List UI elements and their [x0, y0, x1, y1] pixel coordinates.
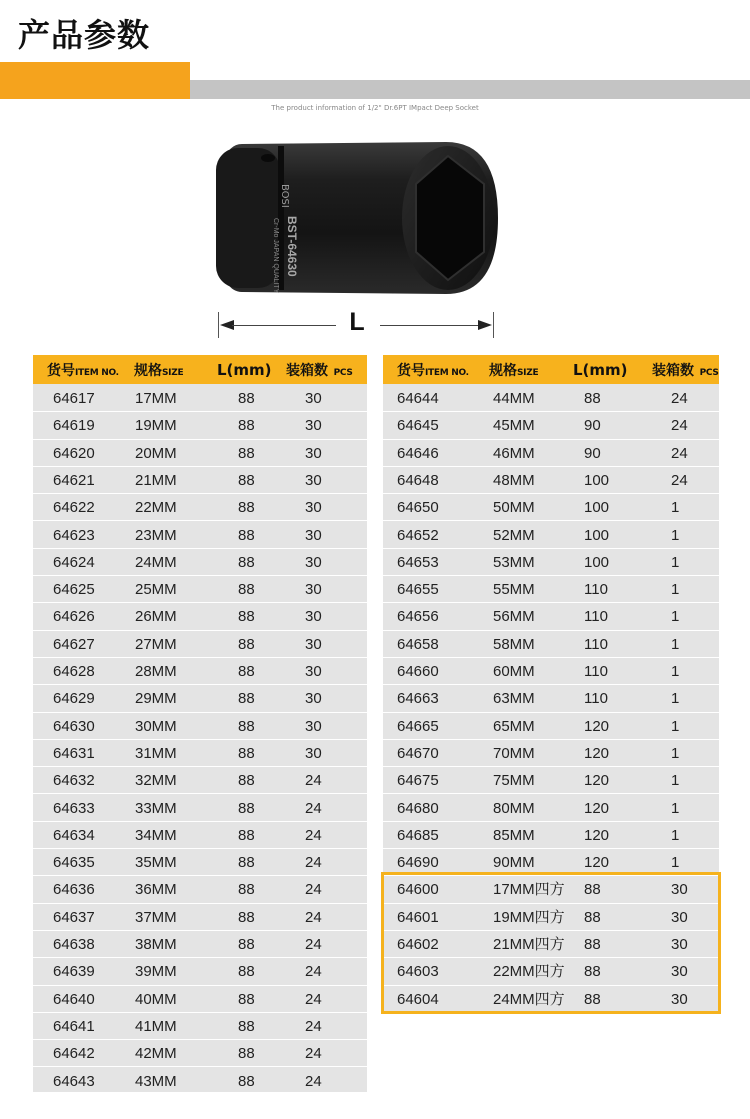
size-cell: 35MM [135, 854, 177, 872]
pcs-cell: 24 [305, 799, 322, 817]
header-size: 规格SIZE [134, 363, 184, 379]
pcs-cell: 1 [671, 553, 680, 571]
table-row [383, 767, 719, 794]
length-cell: 88 [238, 663, 255, 680]
table-row [33, 958, 367, 985]
table-row [383, 549, 719, 576]
size-cell: 28MM [135, 663, 177, 680]
size-cell: 21MM [135, 471, 177, 489]
table-row [33, 822, 367, 849]
table-row [33, 931, 367, 958]
item-cell: 64640 [53, 990, 95, 1008]
pcs-cell: 1 [671, 717, 680, 735]
item-cell: 64620 [53, 444, 95, 462]
size-cell: 85MM [493, 826, 535, 844]
item-cell: 64656 [397, 608, 439, 626]
size-cell: 48MM [493, 471, 535, 489]
header-size: 规格SIZE [489, 363, 539, 379]
item-cell: 64637 [53, 908, 95, 926]
item-cell: 64645 [397, 417, 439, 435]
table-row [33, 1068, 367, 1095]
brand-mark: BOSI [279, 184, 290, 208]
pcs-cell: 24 [671, 471, 688, 489]
length-dimension [218, 308, 494, 342]
length-cell: 88 [584, 908, 601, 926]
pcs-cell: 30 [671, 990, 688, 1008]
table-row [383, 412, 719, 439]
pcs-cell: 30 [305, 744, 322, 762]
pcs-cell: 1 [671, 663, 680, 680]
length-cell: 110 [584, 635, 608, 653]
header-item: 货号ITEM NO. [47, 363, 119, 379]
table-row [33, 1013, 367, 1040]
size-cell: 32MM [135, 772, 177, 790]
size-cell: 25MM [135, 581, 177, 599]
length-cell: 120 [584, 854, 610, 872]
length-cell: 88 [238, 553, 255, 571]
table-row [33, 713, 367, 740]
length-cell: 88 [238, 990, 255, 1008]
length-cell: 100 [584, 553, 610, 571]
model-engraving: BST-64630 [285, 216, 299, 277]
pcs-cell: 30 [305, 717, 322, 735]
item-cell: 64631 [53, 744, 95, 762]
table-row [383, 822, 719, 849]
table-row [33, 440, 367, 467]
item-cell: 64641 [53, 1017, 95, 1035]
table-row [383, 795, 719, 822]
size-cell: 30MM [135, 717, 177, 735]
length-cell: 88 [238, 417, 255, 435]
size-cell: 42MM [135, 1045, 177, 1063]
item-cell: 64680 [397, 799, 439, 817]
item-cell: 64600 [397, 881, 439, 899]
table-row [33, 876, 367, 903]
page-subtitle: The product information of 1/2" Dr.6PT IMpact Deep Socket [271, 104, 479, 112]
size-cell: 38MM [135, 936, 177, 953]
table-row [33, 795, 367, 822]
pcs-cell: 30 [305, 417, 322, 435]
size-cell: 63MM [493, 690, 535, 708]
length-cell: 88 [584, 881, 601, 899]
size-cell: 52MM [493, 526, 535, 544]
item-cell: 64646 [397, 444, 439, 462]
pcs-cell: 24 [305, 1045, 322, 1063]
table-row [383, 467, 719, 494]
item-cell: 64626 [53, 608, 95, 626]
item-cell: 64675 [397, 772, 439, 790]
size-cell: 90MM [493, 854, 535, 872]
length-cell: 88 [238, 1045, 255, 1063]
size-cell: 19MM四方 [493, 908, 565, 926]
length-cell: 88 [238, 772, 255, 790]
length-cell: 110 [584, 663, 608, 680]
size-cell: 53MM [493, 553, 535, 571]
pcs-cell: 30 [305, 690, 322, 708]
pcs-cell: 1 [671, 608, 680, 626]
table-header [33, 355, 367, 384]
pcs-cell: 1 [671, 690, 680, 708]
length-cell: 88 [238, 744, 255, 762]
length-cell: 88 [238, 635, 255, 653]
item-cell: 64639 [53, 963, 95, 981]
pcs-cell: 24 [305, 908, 322, 926]
table-row [33, 1040, 367, 1067]
item-cell: 64634 [53, 826, 95, 844]
square-drive-highlight [381, 872, 721, 1014]
pcs-cell: 24 [305, 1072, 322, 1090]
header-pcs: 装箱数 PCS [652, 363, 719, 379]
pcs-cell: 24 [671, 444, 688, 462]
size-cell: 31MM [135, 744, 177, 762]
pcs-cell: 1 [671, 772, 680, 790]
size-cell: 17MM [135, 390, 177, 407]
item-cell: 64623 [53, 526, 95, 544]
size-cell: 21MM四方 [493, 936, 565, 953]
table-row [33, 685, 367, 712]
length-cell: 88 [584, 963, 601, 981]
item-cell: 64625 [53, 581, 95, 599]
item-cell: 64653 [397, 553, 439, 571]
accent-bar [0, 62, 190, 99]
item-cell: 64636 [53, 881, 95, 899]
table-row [33, 904, 367, 931]
pcs-cell: 24 [305, 772, 322, 790]
size-cell: 70MM [493, 744, 535, 762]
header-pcs: 装箱数 PCS [286, 363, 353, 379]
pcs-cell: 30 [305, 663, 322, 680]
item-cell: 64663 [397, 690, 439, 708]
size-cell: 36MM [135, 881, 177, 899]
pcs-cell: 1 [671, 826, 680, 844]
item-cell: 64627 [53, 635, 95, 653]
pcs-cell: 24 [671, 390, 688, 407]
pcs-cell: 24 [305, 826, 322, 844]
header-item: 货号ITEM NO. [397, 363, 469, 379]
item-cell: 64602 [397, 936, 439, 953]
length-cell: 88 [238, 1072, 255, 1090]
table-row [383, 522, 719, 549]
length-cell: 120 [584, 799, 610, 817]
table-row [33, 522, 367, 549]
length-cell: 88 [238, 690, 255, 708]
item-cell: 64632 [53, 772, 95, 790]
table-row [383, 685, 719, 712]
size-cell: 22MM四方 [493, 963, 565, 981]
pcs-cell: 24 [305, 963, 322, 981]
size-cell: 39MM [135, 963, 177, 981]
pcs-cell: 30 [671, 881, 688, 899]
length-cell: 110 [584, 690, 608, 708]
pcs-cell: 24 [305, 990, 322, 1008]
size-cell: 26MM [135, 608, 177, 626]
length-cell: 100 [584, 499, 610, 517]
item-cell: 64690 [397, 854, 439, 872]
item-cell: 64603 [397, 963, 439, 981]
table-row [33, 740, 367, 767]
length-cell: 88 [238, 499, 255, 517]
table-row [383, 658, 719, 685]
pcs-cell: 1 [671, 635, 680, 653]
header-length: L(mm) [217, 361, 272, 379]
page-title: 产品参数 [18, 16, 151, 54]
size-cell: 19MM [135, 417, 177, 435]
pcs-cell: 24 [671, 417, 688, 435]
table-row [33, 385, 367, 412]
size-cell: 20MM [135, 444, 177, 462]
length-cell: 88 [238, 1017, 255, 1035]
item-cell: 64638 [53, 936, 95, 953]
pcs-cell: 1 [671, 854, 680, 872]
item-cell: 64670 [397, 744, 439, 762]
item-cell: 64648 [397, 471, 439, 489]
gray-bar [190, 80, 750, 99]
socket-product-image [216, 138, 498, 298]
item-cell: 64624 [53, 553, 95, 571]
table-row [33, 603, 367, 630]
pcs-cell: 24 [305, 936, 322, 953]
length-cell: 88 [238, 717, 255, 735]
table-row [33, 467, 367, 494]
size-cell: 40MM [135, 990, 177, 1008]
table-row [383, 631, 719, 658]
item-cell: 64617 [53, 390, 95, 407]
size-cell: 50MM [493, 499, 535, 517]
length-cell: 88 [238, 963, 255, 981]
size-cell: 44MM [493, 390, 535, 407]
pcs-cell: 30 [305, 635, 322, 653]
length-cell: 88 [238, 444, 255, 462]
length-cell: 120 [584, 772, 610, 790]
table-row [383, 576, 719, 603]
size-cell: 75MM [493, 772, 535, 790]
size-cell: 29MM [135, 690, 177, 708]
size-cell: 24MM四方 [493, 990, 565, 1008]
item-cell: 64643 [53, 1072, 95, 1090]
size-cell: 24MM [135, 553, 177, 571]
table-row [383, 494, 719, 521]
size-cell: 23MM [135, 526, 177, 544]
size-cell: 56MM [493, 608, 535, 626]
length-cell: 88 [584, 990, 601, 1008]
size-cell: 45MM [493, 417, 535, 435]
length-cell: 88 [584, 390, 601, 407]
length-cell: 88 [238, 390, 255, 407]
length-cell: 88 [238, 854, 255, 872]
length-cell: 90 [584, 417, 601, 435]
size-cell: 65MM [493, 717, 535, 735]
item-cell: 64650 [397, 499, 439, 517]
table-row [383, 713, 719, 740]
item-cell: 64621 [53, 471, 95, 489]
table-row [33, 549, 367, 576]
item-cell: 64622 [53, 499, 95, 517]
item-cell: 64630 [53, 717, 95, 735]
length-cell: 88 [238, 936, 255, 953]
size-cell: 46MM [493, 444, 535, 462]
pcs-cell: 30 [305, 499, 322, 517]
pcs-cell: 30 [671, 908, 688, 926]
size-cell: 41MM [135, 1017, 177, 1035]
table-row [33, 631, 367, 658]
pcs-cell: 30 [671, 936, 688, 953]
item-cell: 64629 [53, 690, 95, 708]
length-cell: 88 [584, 936, 601, 953]
size-cell: 33MM [135, 799, 177, 817]
table-row [33, 658, 367, 685]
item-cell: 64633 [53, 799, 95, 817]
length-cell: 88 [238, 608, 255, 626]
table-row [383, 440, 719, 467]
item-cell: 64604 [397, 990, 439, 1008]
table-row [33, 412, 367, 439]
length-cell: 120 [584, 826, 610, 844]
pcs-cell: 1 [671, 744, 680, 762]
pcs-cell: 1 [671, 499, 680, 517]
length-cell: 100 [584, 526, 610, 544]
length-cell: 90 [584, 444, 601, 462]
table-row [33, 576, 367, 603]
item-cell: 64658 [397, 635, 439, 653]
pcs-cell: 1 [671, 581, 680, 599]
size-cell: 17MM四方 [493, 881, 565, 899]
item-cell: 64644 [397, 390, 439, 407]
item-cell: 64642 [53, 1045, 95, 1063]
item-cell: 64628 [53, 663, 95, 680]
item-cell: 64685 [397, 826, 439, 844]
pcs-cell: 30 [305, 390, 322, 407]
size-cell: 55MM [493, 581, 535, 599]
length-cell: 100 [584, 471, 610, 489]
pcs-cell: 30 [305, 553, 322, 571]
pcs-cell: 24 [305, 881, 322, 899]
pcs-cell: 30 [305, 581, 322, 599]
item-cell: 64660 [397, 663, 439, 680]
size-cell: 34MM [135, 826, 177, 844]
table-row [383, 603, 719, 630]
length-cell: 88 [238, 826, 255, 844]
table-row [383, 740, 719, 767]
length-cell: 88 [238, 581, 255, 599]
pcs-cell: 30 [305, 444, 322, 462]
length-cell: 110 [584, 608, 608, 626]
size-cell: 37MM [135, 908, 177, 926]
pcs-cell: 30 [671, 963, 688, 981]
table-row [33, 986, 367, 1013]
pcs-cell: 24 [305, 854, 322, 872]
pcs-cell: 30 [305, 526, 322, 544]
size-cell: 22MM [135, 499, 177, 517]
length-cell: 88 [238, 471, 255, 489]
length-cell: 88 [238, 908, 255, 926]
table-row [33, 849, 367, 876]
item-cell: 64655 [397, 581, 439, 599]
length-cell: 120 [584, 744, 610, 762]
length-cell: 110 [584, 581, 608, 599]
table-row [383, 385, 719, 412]
length-cell: 88 [238, 799, 255, 817]
spec-engraving: Cr-Mo JAPAN QUALITY [272, 218, 279, 294]
length-cell: 88 [238, 881, 255, 899]
pcs-cell: 24 [305, 1017, 322, 1035]
size-cell: 80MM [493, 799, 535, 817]
item-cell: 64635 [53, 854, 95, 872]
pcs-cell: 30 [305, 471, 322, 489]
pcs-cell: 1 [671, 526, 680, 544]
pcs-cell: 30 [305, 608, 322, 626]
table-header [383, 355, 719, 384]
table-row [33, 767, 367, 794]
size-cell: 43MM [135, 1072, 177, 1090]
header-length: L(mm) [573, 361, 628, 379]
item-cell: 64665 [397, 717, 439, 735]
item-cell: 64652 [397, 526, 439, 544]
size-cell: 58MM [493, 635, 535, 653]
item-cell: 64619 [53, 417, 95, 435]
size-cell: 60MM [493, 663, 535, 680]
spec-table-right [383, 355, 719, 1013]
size-cell: 27MM [135, 635, 177, 653]
spec-table-left [33, 355, 367, 1092]
item-cell: 64601 [397, 908, 439, 926]
length-cell: 88 [238, 526, 255, 544]
length-label: L [349, 308, 365, 336]
table-row [33, 494, 367, 521]
length-cell: 120 [584, 717, 610, 735]
pcs-cell: 1 [671, 799, 680, 817]
